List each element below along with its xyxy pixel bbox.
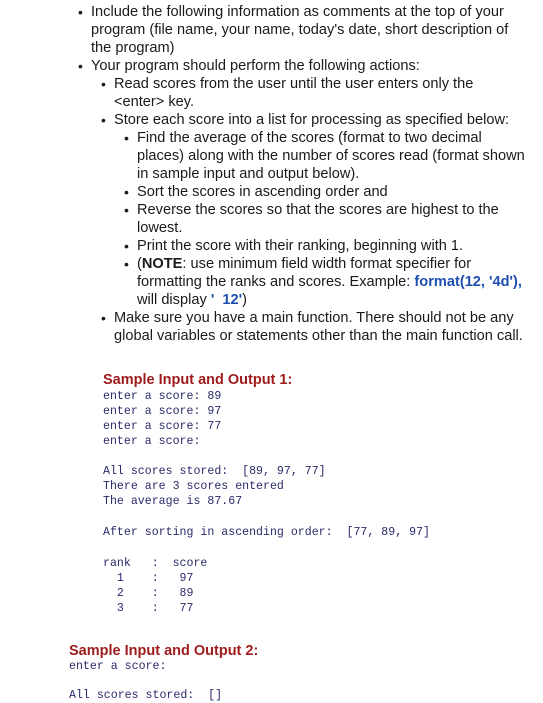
sample-output-line: There are 3 scores entered: [103, 480, 284, 493]
instruction-line: program (file name, your name, today's date, short description of: [91, 22, 509, 38]
rank-table-row: 2 : 89: [103, 587, 194, 600]
instruction-line: Make sure you have a main function. There should not be any: [114, 310, 514, 326]
sample-output-line: The average is 87.67: [103, 495, 243, 508]
sample-output-line: All scores stored: [89, 97, 77]: [103, 465, 326, 478]
bullet-dot: •: [78, 4, 83, 20]
bullet-dot: •: [124, 130, 129, 146]
instruction-line: Your program should perform the following actions:: [91, 58, 420, 74]
instruction-line: Sort the scores in ascending order and: [137, 184, 388, 200]
instruction-line: Store each score into a list for processing as specified below:: [114, 112, 510, 128]
rank-table-row: 3 : 77: [103, 602, 194, 615]
bullet-dot: •: [101, 112, 106, 128]
instruction-line: <enter> key.: [114, 94, 195, 110]
bullet-dot: •: [101, 76, 106, 92]
note-line: (NOTE: use minimum field width format specifier for: [137, 256, 472, 272]
rank-table-header: rank : score: [103, 557, 208, 570]
instruction-line: global variables or statements other than the main function call.: [114, 328, 523, 344]
sample-input-line: enter a score: 77: [103, 420, 222, 433]
instruction-line: Read scores from the user until the user enters only the: [114, 76, 474, 92]
sample-input-line: enter a score:: [69, 660, 167, 673]
bullet-dot: •: [124, 238, 129, 254]
instruction-line: the program): [91, 40, 175, 56]
sample-input-line: enter a score: 97: [103, 405, 222, 418]
format-example: format(12, '4d'),: [414, 274, 522, 290]
bullet-dot: •: [124, 184, 129, 200]
instruction-line: places) along with the number of scores read (format shown: [137, 148, 525, 164]
sample-2-heading: Sample Input and Output 2:: [69, 643, 259, 659]
instruction-line: Find the average of the scores (format to two decimal: [137, 130, 482, 146]
sample-input-line: enter a score:: [103, 435, 201, 448]
instruction-line: Print the score with their ranking, beginning with 1.: [137, 238, 464, 254]
sample-input-line: enter a score: 89: [103, 390, 222, 403]
instruction-line: in sample input and output below).: [137, 166, 360, 182]
sample-output-line: All scores stored: []: [69, 689, 223, 702]
sample-output-line: After sorting in ascending order: [77, 89, 97]: [103, 526, 430, 539]
bullet-dot: •: [78, 58, 83, 74]
rank-table-row: 1 : 97: [103, 572, 194, 585]
instruction-line: Include the following information as comments at the top of your: [91, 4, 504, 20]
format-display: ' 12': [210, 292, 243, 308]
instruction-line: Reverse the scores so that the scores are highest to the: [137, 202, 499, 218]
note-line: will display ' 12'): [137, 292, 247, 308]
instruction-line: lowest.: [137, 220, 183, 236]
sample-1-heading: Sample Input and Output 1:: [103, 372, 293, 388]
bullet-dot: •: [124, 256, 129, 272]
bullet-dot: •: [124, 202, 129, 218]
bullet-dot: •: [101, 310, 106, 326]
note-line: formatting the ranks and scores. Example: format(12, '4d'),: [137, 274, 522, 290]
